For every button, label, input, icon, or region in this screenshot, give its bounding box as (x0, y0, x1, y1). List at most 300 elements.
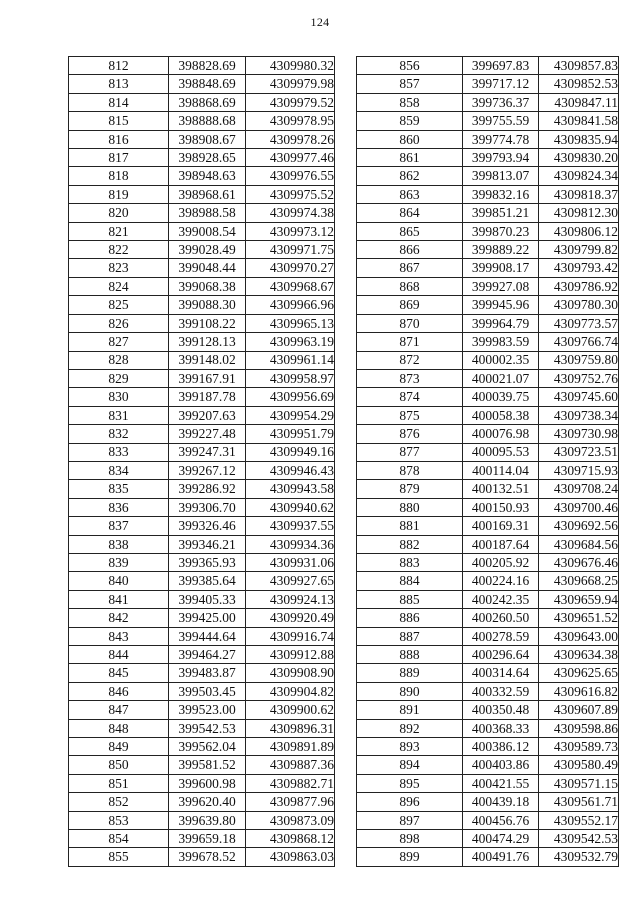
point-number-cell: 860 (357, 130, 463, 148)
x-coordinate-cell: 400350.48 (463, 701, 539, 719)
x-coordinate-cell: 399736.37 (463, 93, 539, 111)
table-row (69, 830, 335, 848)
table-row (69, 369, 335, 387)
table-row (357, 425, 619, 443)
point-number-cell: 840 (69, 572, 169, 590)
x-coordinate-cell: 398948.63 (169, 167, 246, 185)
x-coordinate-cell: 399870.23 (463, 222, 539, 240)
x-coordinate-cell: 399562.04 (169, 738, 246, 756)
point-number-cell: 894 (357, 756, 463, 774)
y-coordinate-cell: 4309958.97 (246, 369, 335, 387)
y-coordinate-cell: 4309659.94 (539, 590, 619, 608)
point-number-cell: 848 (69, 719, 169, 737)
y-coordinate-cell: 4309542.53 (539, 830, 619, 848)
table-row (357, 167, 619, 185)
y-coordinate-cell: 4309965.13 (246, 314, 335, 332)
y-coordinate-cell: 4309970.27 (246, 259, 335, 277)
x-coordinate-cell: 399964.79 (463, 314, 539, 332)
point-number-cell: 899 (357, 848, 463, 866)
x-coordinate-cell: 400169.31 (463, 517, 539, 535)
y-coordinate-cell: 4309977.46 (246, 149, 335, 167)
table-row (357, 57, 619, 75)
y-coordinate-cell: 4309968.67 (246, 277, 335, 295)
x-coordinate-cell: 400187.64 (463, 535, 539, 553)
y-coordinate-cell: 4309887.36 (246, 756, 335, 774)
coordinates-table-right-body (357, 57, 619, 867)
y-coordinate-cell: 4309927.65 (246, 572, 335, 590)
table-row (357, 498, 619, 516)
point-number-cell: 871 (357, 333, 463, 351)
table-row (69, 204, 335, 222)
y-coordinate-cell: 4309971.75 (246, 241, 335, 259)
x-coordinate-cell: 399167.91 (169, 369, 246, 387)
y-coordinate-cell: 4309916.74 (246, 627, 335, 645)
point-number-cell: 881 (357, 517, 463, 535)
y-coordinate-cell: 4309956.69 (246, 388, 335, 406)
y-coordinate-cell: 4309978.26 (246, 130, 335, 148)
y-coordinate-cell: 4309692.56 (539, 517, 619, 535)
point-number-cell: 869 (357, 296, 463, 314)
x-coordinate-cell: 399326.46 (169, 517, 246, 535)
x-coordinate-cell: 400456.76 (463, 811, 539, 829)
table-row (357, 149, 619, 167)
point-number-cell: 819 (69, 185, 169, 203)
point-number-cell: 859 (357, 112, 463, 130)
table-row (357, 701, 619, 719)
point-number-cell: 878 (357, 461, 463, 479)
x-coordinate-cell: 399678.52 (169, 848, 246, 866)
y-coordinate-cell: 4309806.12 (539, 222, 619, 240)
x-coordinate-cell: 399286.92 (169, 480, 246, 498)
x-coordinate-cell: 399444.64 (169, 627, 246, 645)
x-coordinate-cell: 399464.27 (169, 646, 246, 664)
point-number-cell: 882 (357, 535, 463, 553)
point-number-cell: 886 (357, 609, 463, 627)
x-coordinate-cell: 398968.61 (169, 185, 246, 203)
table-row (357, 222, 619, 240)
y-coordinate-cell: 4309966.96 (246, 296, 335, 314)
y-coordinate-cell: 4309745.60 (539, 388, 619, 406)
x-coordinate-cell: 400224.16 (463, 572, 539, 590)
point-number-cell: 841 (69, 590, 169, 608)
point-number-cell: 852 (69, 793, 169, 811)
x-coordinate-cell: 399385.64 (169, 572, 246, 590)
table-row (357, 553, 619, 571)
x-coordinate-cell: 399267.12 (169, 461, 246, 479)
point-number-cell: 873 (357, 369, 463, 387)
x-coordinate-cell: 400296.64 (463, 646, 539, 664)
point-number-cell: 816 (69, 130, 169, 148)
point-number-cell: 868 (357, 277, 463, 295)
table-row (357, 241, 619, 259)
y-coordinate-cell: 4309908.90 (246, 664, 335, 682)
table-row (69, 333, 335, 351)
point-number-cell: 884 (357, 572, 463, 590)
table-row (357, 259, 619, 277)
table-row (357, 443, 619, 461)
point-number-cell: 836 (69, 498, 169, 516)
point-number-cell: 880 (357, 498, 463, 516)
table-row (69, 517, 335, 535)
table-row (69, 793, 335, 811)
table-row (69, 425, 335, 443)
point-number-cell: 849 (69, 738, 169, 756)
point-number-cell: 833 (69, 443, 169, 461)
table-row (357, 774, 619, 792)
x-coordinate-cell: 399927.08 (463, 277, 539, 295)
table-row (357, 572, 619, 590)
table-row (357, 811, 619, 829)
x-coordinate-cell: 399365.93 (169, 553, 246, 571)
point-number-cell: 872 (357, 351, 463, 369)
x-coordinate-cell: 400439.18 (463, 793, 539, 811)
table-row (69, 756, 335, 774)
table-row (69, 277, 335, 295)
table-row (357, 682, 619, 700)
point-number-cell: 864 (357, 204, 463, 222)
point-number-cell: 817 (69, 149, 169, 167)
x-coordinate-cell: 400278.59 (463, 627, 539, 645)
table-row (69, 388, 335, 406)
y-coordinate-cell: 4309904.82 (246, 682, 335, 700)
y-coordinate-cell: 4309561.71 (539, 793, 619, 811)
point-number-cell: 850 (69, 756, 169, 774)
table-row (357, 517, 619, 535)
y-coordinate-cell: 4309580.49 (539, 756, 619, 774)
table-row (357, 388, 619, 406)
point-number-cell: 835 (69, 480, 169, 498)
y-coordinate-cell: 4309818.37 (539, 185, 619, 203)
y-coordinate-cell: 4309863.03 (246, 848, 335, 866)
x-coordinate-cell: 399247.31 (169, 443, 246, 461)
point-number-cell: 846 (69, 682, 169, 700)
x-coordinate-cell: 399227.48 (169, 425, 246, 443)
y-coordinate-cell: 4309946.43 (246, 461, 335, 479)
y-coordinate-cell: 4309676.46 (539, 553, 619, 571)
x-coordinate-cell: 399542.53 (169, 719, 246, 737)
y-coordinate-cell: 4309900.62 (246, 701, 335, 719)
point-number-cell: 863 (357, 185, 463, 203)
x-coordinate-cell: 399832.16 (463, 185, 539, 203)
y-coordinate-cell: 4309924.13 (246, 590, 335, 608)
point-number-cell: 858 (357, 93, 463, 111)
x-coordinate-cell: 400002.35 (463, 351, 539, 369)
point-number-cell: 856 (357, 57, 463, 75)
x-coordinate-cell: 400132.51 (463, 480, 539, 498)
x-coordinate-cell: 398848.69 (169, 75, 246, 93)
y-coordinate-cell: 4309830.20 (539, 149, 619, 167)
x-coordinate-cell: 400314.64 (463, 664, 539, 682)
table-row (69, 112, 335, 130)
point-number-cell: 824 (69, 277, 169, 295)
table-row (69, 93, 335, 111)
y-coordinate-cell: 4309973.12 (246, 222, 335, 240)
point-number-cell: 867 (357, 259, 463, 277)
table-row (69, 149, 335, 167)
x-coordinate-cell: 399639.80 (169, 811, 246, 829)
y-coordinate-cell: 4309975.52 (246, 185, 335, 203)
table-row (69, 296, 335, 314)
point-number-cell: 847 (69, 701, 169, 719)
point-number-cell: 862 (357, 167, 463, 185)
point-number-cell: 893 (357, 738, 463, 756)
point-number-cell: 814 (69, 93, 169, 111)
y-coordinate-cell: 4309571.15 (539, 774, 619, 792)
x-coordinate-cell: 400474.29 (463, 830, 539, 848)
page-number: 124 (310, 15, 330, 29)
x-coordinate-cell: 400095.53 (463, 443, 539, 461)
y-coordinate-cell: 4309868.12 (246, 830, 335, 848)
point-number-cell: 897 (357, 811, 463, 829)
table-row (69, 553, 335, 571)
x-coordinate-cell: 400039.75 (463, 388, 539, 406)
x-coordinate-cell: 400421.55 (463, 774, 539, 792)
y-coordinate-cell: 4309738.34 (539, 406, 619, 424)
table-row (357, 627, 619, 645)
table-row (357, 830, 619, 848)
point-number-cell: 874 (357, 388, 463, 406)
y-coordinate-cell: 4309976.55 (246, 167, 335, 185)
point-number-cell: 865 (357, 222, 463, 240)
y-coordinate-cell: 4309937.55 (246, 517, 335, 535)
y-coordinate-cell: 4309759.80 (539, 351, 619, 369)
y-coordinate-cell: 4309598.86 (539, 719, 619, 737)
point-number-cell: 853 (69, 811, 169, 829)
x-coordinate-cell: 399128.13 (169, 333, 246, 351)
table-row (69, 848, 335, 866)
y-coordinate-cell: 4309625.65 (539, 664, 619, 682)
table-row (357, 333, 619, 351)
point-number-cell: 866 (357, 241, 463, 259)
x-coordinate-cell: 399405.33 (169, 590, 246, 608)
x-coordinate-cell: 399425.00 (169, 609, 246, 627)
y-coordinate-cell: 4309979.98 (246, 75, 335, 93)
point-number-cell: 827 (69, 333, 169, 351)
x-coordinate-cell: 399983.59 (463, 333, 539, 351)
point-number-cell: 821 (69, 222, 169, 240)
y-coordinate-cell: 4309920.49 (246, 609, 335, 627)
y-coordinate-cell: 4309700.46 (539, 498, 619, 516)
x-coordinate-cell: 399889.22 (463, 241, 539, 259)
x-coordinate-cell: 399945.96 (463, 296, 539, 314)
table-row (69, 682, 335, 700)
table-row (357, 738, 619, 756)
point-number-cell: 844 (69, 646, 169, 664)
table-row (69, 130, 335, 148)
y-coordinate-cell: 4309668.25 (539, 572, 619, 590)
x-coordinate-cell: 400332.59 (463, 682, 539, 700)
y-coordinate-cell: 4309961.14 (246, 351, 335, 369)
x-coordinate-cell: 399108.22 (169, 314, 246, 332)
table-row (357, 461, 619, 479)
point-number-cell: 823 (69, 259, 169, 277)
point-number-cell: 896 (357, 793, 463, 811)
table-row (357, 406, 619, 424)
table-row (357, 130, 619, 148)
table-row (69, 259, 335, 277)
point-number-cell: 887 (357, 627, 463, 645)
y-coordinate-cell: 4309773.57 (539, 314, 619, 332)
table-row (69, 590, 335, 608)
x-coordinate-cell: 400150.93 (463, 498, 539, 516)
y-coordinate-cell: 4309963.19 (246, 333, 335, 351)
x-coordinate-cell: 398828.69 (169, 57, 246, 75)
table-row (69, 443, 335, 461)
point-number-cell: 830 (69, 388, 169, 406)
x-coordinate-cell: 400076.98 (463, 425, 539, 443)
point-number-cell: 870 (357, 314, 463, 332)
point-number-cell: 889 (357, 664, 463, 682)
x-coordinate-cell: 399148.02 (169, 351, 246, 369)
point-number-cell: 832 (69, 425, 169, 443)
point-number-cell: 879 (357, 480, 463, 498)
x-coordinate-cell: 400114.04 (463, 461, 539, 479)
table-row (357, 535, 619, 553)
table-row (357, 112, 619, 130)
point-number-cell: 895 (357, 774, 463, 792)
point-number-cell: 820 (69, 204, 169, 222)
y-coordinate-cell: 4309949.16 (246, 443, 335, 461)
x-coordinate-cell: 399717.12 (463, 75, 539, 93)
y-coordinate-cell: 4309616.82 (539, 682, 619, 700)
table-row (357, 480, 619, 498)
table-row (357, 277, 619, 295)
point-number-cell: 845 (69, 664, 169, 682)
y-coordinate-cell: 4309643.00 (539, 627, 619, 645)
x-coordinate-cell: 399483.87 (169, 664, 246, 682)
table-row (357, 314, 619, 332)
x-coordinate-cell: 400242.35 (463, 590, 539, 608)
table-row (357, 848, 619, 866)
table-row (69, 572, 335, 590)
x-coordinate-cell: 400260.50 (463, 609, 539, 627)
x-coordinate-cell: 400058.38 (463, 406, 539, 424)
point-number-cell: 898 (357, 830, 463, 848)
y-coordinate-cell: 4309979.52 (246, 93, 335, 111)
y-coordinate-cell: 4309891.89 (246, 738, 335, 756)
y-coordinate-cell: 4309607.89 (539, 701, 619, 719)
table-row (69, 241, 335, 259)
y-coordinate-cell: 4309934.36 (246, 535, 335, 553)
table-row (69, 185, 335, 203)
table-row (69, 75, 335, 93)
y-coordinate-cell: 4309766.74 (539, 333, 619, 351)
y-coordinate-cell: 4309882.71 (246, 774, 335, 792)
point-number-cell: 891 (357, 701, 463, 719)
point-number-cell: 828 (69, 351, 169, 369)
x-coordinate-cell: 399774.78 (463, 130, 539, 148)
x-coordinate-cell: 399346.21 (169, 535, 246, 553)
y-coordinate-cell: 4309974.38 (246, 204, 335, 222)
y-coordinate-cell: 4309978.95 (246, 112, 335, 130)
table-row (69, 314, 335, 332)
point-number-cell: 822 (69, 241, 169, 259)
x-coordinate-cell: 399755.59 (463, 112, 539, 130)
table-row (69, 701, 335, 719)
x-coordinate-cell: 398888.68 (169, 112, 246, 130)
x-coordinate-cell: 399503.45 (169, 682, 246, 700)
table-row (69, 774, 335, 792)
y-coordinate-cell: 4309752.76 (539, 369, 619, 387)
y-coordinate-cell: 4309708.24 (539, 480, 619, 498)
y-coordinate-cell: 4309940.62 (246, 498, 335, 516)
table-row (69, 719, 335, 737)
x-coordinate-cell: 399813.07 (463, 167, 539, 185)
x-coordinate-cell: 399088.30 (169, 296, 246, 314)
point-number-cell: 839 (69, 553, 169, 571)
y-coordinate-cell: 4309877.96 (246, 793, 335, 811)
point-number-cell: 885 (357, 590, 463, 608)
table-row (357, 93, 619, 111)
table-row (69, 738, 335, 756)
coordinates-table-left-body (69, 57, 335, 867)
table-row (357, 756, 619, 774)
x-coordinate-cell: 399306.70 (169, 498, 246, 516)
x-coordinate-cell: 398908.67 (169, 130, 246, 148)
x-coordinate-cell: 399028.49 (169, 241, 246, 259)
y-coordinate-cell: 4309852.53 (539, 75, 619, 93)
x-coordinate-cell: 398928.65 (169, 149, 246, 167)
point-number-cell: 838 (69, 535, 169, 553)
point-number-cell: 892 (357, 719, 463, 737)
table-row (69, 609, 335, 627)
x-coordinate-cell: 398988.58 (169, 204, 246, 222)
table-row (357, 296, 619, 314)
coordinates-table-right (356, 56, 619, 867)
point-number-cell: 812 (69, 57, 169, 75)
x-coordinate-cell: 400491.76 (463, 848, 539, 866)
table-row (357, 185, 619, 203)
point-number-cell: 854 (69, 830, 169, 848)
table-row (69, 167, 335, 185)
point-number-cell: 826 (69, 314, 169, 332)
x-coordinate-cell: 400386.12 (463, 738, 539, 756)
x-coordinate-cell: 399207.63 (169, 406, 246, 424)
x-coordinate-cell: 399581.52 (169, 756, 246, 774)
table-row (69, 646, 335, 664)
x-coordinate-cell: 399659.18 (169, 830, 246, 848)
point-number-cell: 861 (357, 149, 463, 167)
y-coordinate-cell: 4309799.82 (539, 241, 619, 259)
table-row (357, 75, 619, 93)
table-row (357, 369, 619, 387)
y-coordinate-cell: 4309980.32 (246, 57, 335, 75)
y-coordinate-cell: 4309715.93 (539, 461, 619, 479)
y-coordinate-cell: 4309651.52 (539, 609, 619, 627)
table-row (69, 351, 335, 369)
x-coordinate-cell: 399600.98 (169, 774, 246, 792)
x-coordinate-cell: 399523.00 (169, 701, 246, 719)
y-coordinate-cell: 4309857.83 (539, 57, 619, 75)
y-coordinate-cell: 4309812.30 (539, 204, 619, 222)
y-coordinate-cell: 4309896.31 (246, 719, 335, 737)
x-coordinate-cell: 400368.33 (463, 719, 539, 737)
point-number-cell: 829 (69, 369, 169, 387)
table-row (357, 719, 619, 737)
table-row (69, 627, 335, 645)
y-coordinate-cell: 4309951.79 (246, 425, 335, 443)
y-coordinate-cell: 4309552.17 (539, 811, 619, 829)
y-coordinate-cell: 4309841.58 (539, 112, 619, 130)
y-coordinate-cell: 4309824.34 (539, 167, 619, 185)
point-number-cell: 831 (69, 406, 169, 424)
x-coordinate-cell: 399187.78 (169, 388, 246, 406)
y-coordinate-cell: 4309684.56 (539, 535, 619, 553)
point-number-cell: 876 (357, 425, 463, 443)
y-coordinate-cell: 4309589.73 (539, 738, 619, 756)
point-number-cell: 842 (69, 609, 169, 627)
coordinates-table-left (68, 56, 335, 867)
